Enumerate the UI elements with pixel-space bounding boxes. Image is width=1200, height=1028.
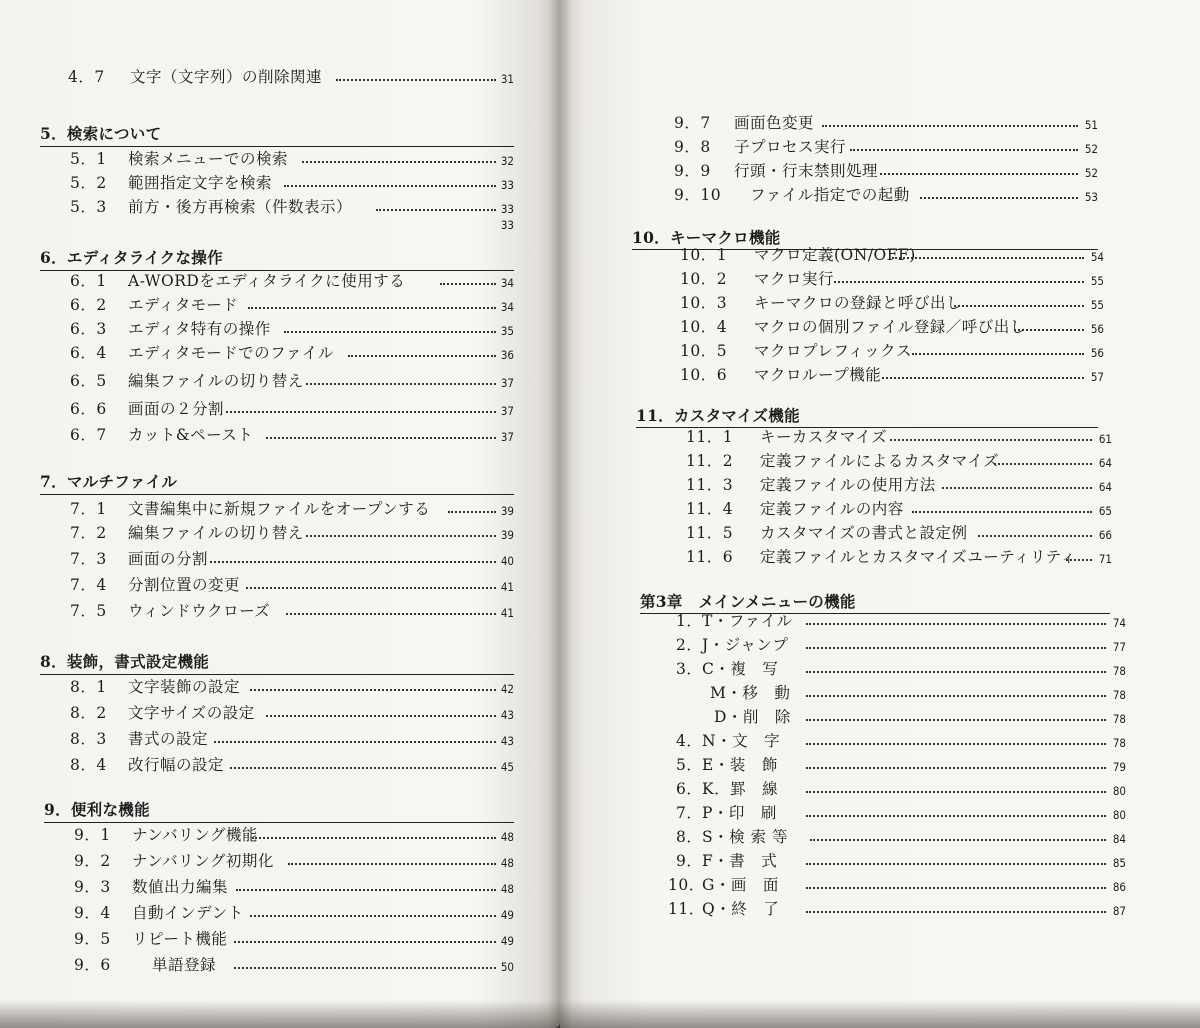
page-number: 55 [1090, 274, 1104, 288]
entry-title: Q・終 了 [702, 900, 780, 918]
leader-dots [822, 125, 1078, 127]
page-number: 34 [500, 276, 514, 290]
leader-dots [806, 863, 1106, 865]
page-number: 48 [500, 856, 514, 870]
page-number: 65 [1098, 504, 1112, 518]
toc-entry [676, 634, 1128, 656]
entry-number: 4．7 [68, 68, 105, 86]
entry-number: 2． [676, 636, 703, 654]
toc-entry [680, 244, 1106, 266]
entry-number: 11．6 [686, 548, 734, 566]
page-number: 33 [500, 218, 514, 232]
toc-entry [70, 398, 516, 420]
toc-entry [674, 160, 1100, 182]
entry-number: 10．3 [680, 294, 728, 312]
entry-number: 11．3 [686, 476, 734, 494]
leader-dots [882, 377, 1084, 379]
entry-number: 9．2 [74, 852, 111, 870]
toc-entry [686, 498, 1114, 520]
toc-entry [676, 826, 1128, 848]
leader-dots [806, 743, 1106, 745]
page-number: 48 [500, 882, 514, 896]
section-heading: 9．便利な機能 [44, 800, 150, 819]
entry-number: 4． [676, 732, 703, 750]
page-bottom-shadow [0, 1000, 1200, 1028]
entry-title: S・検 索 等 [702, 828, 788, 846]
entry-number: 3． [676, 660, 703, 678]
page-number: 39 [500, 504, 514, 518]
toc-entry [686, 426, 1114, 448]
entry-number: 9．6 [74, 956, 111, 974]
page-number: 51 [1084, 118, 1098, 132]
leader-dots [806, 719, 1106, 721]
leader-dots [266, 715, 496, 717]
entry-number: 10．2 [680, 270, 728, 288]
entry-number: 6．3 [70, 320, 107, 338]
toc-entry [674, 184, 1100, 206]
leader-dots [226, 411, 496, 413]
page-number: 42 [500, 682, 514, 696]
toc-entry-continuation [70, 212, 516, 234]
toc-entry [676, 658, 1128, 680]
leader-dots [306, 535, 496, 537]
entry-title: 定義ファイルとカスタマイズユーティリティ [760, 548, 1077, 566]
page-number: 78 [1112, 664, 1126, 678]
entry-number: 10．1 [680, 246, 728, 264]
page-number: 37 [500, 404, 514, 418]
page-number: 50 [500, 960, 514, 974]
entry-title: 文字装飾の設定 [128, 678, 241, 696]
entry-number: 8．4 [70, 756, 107, 774]
entry-title: 編集ファイルの切り替え [128, 524, 304, 542]
section-heading: 10．キーマクロ機能 [632, 228, 781, 247]
leader-dots [810, 839, 1106, 841]
entry-number: 9．8 [674, 138, 711, 156]
leader-dots [880, 173, 1078, 175]
section-rule [40, 674, 514, 675]
leader-dots [230, 767, 496, 769]
page-number: 32 [500, 154, 514, 168]
leader-dots [892, 257, 1084, 259]
leader-dots [954, 305, 1084, 307]
leader-dots [920, 197, 1078, 199]
leader-dots [890, 439, 1092, 441]
page-number: 61 [1098, 432, 1112, 446]
leader-dots [912, 511, 1092, 513]
leader-dots [336, 79, 496, 81]
leader-dots [302, 161, 496, 163]
page-number: 41 [500, 580, 514, 594]
leader-dots [246, 587, 496, 589]
entry-number: 5． [676, 756, 703, 774]
entry-title: 行頭・行末禁則処理 [734, 162, 879, 180]
toc-entry [70, 728, 516, 750]
entry-title: C・複 写 [702, 660, 779, 678]
toc-entry [74, 928, 516, 950]
toc-entry [676, 610, 1128, 632]
entry-number: 7．5 [70, 602, 107, 620]
toc-entry [676, 706, 1128, 728]
toc-entry [70, 600, 516, 622]
leader-dots [248, 307, 496, 309]
section-heading: 5．検索について [40, 124, 162, 143]
leader-dots [942, 487, 1092, 489]
section-rule [44, 822, 514, 823]
toc-entry [74, 876, 516, 898]
leader-dots [266, 437, 496, 439]
leader-dots [806, 887, 1106, 889]
leader-dots [440, 283, 496, 285]
entry-title: T・ファイル [702, 612, 793, 630]
toc-entry [676, 730, 1128, 752]
page-number: 64 [1098, 456, 1112, 470]
page-number: 80 [1112, 808, 1126, 822]
page-number: 41 [500, 606, 514, 620]
toc-entry [680, 316, 1106, 338]
entry-title: D・削 除 [714, 708, 791, 726]
entry-title: 文字サイズの設定 [128, 704, 255, 722]
page-number: 56 [1090, 346, 1104, 360]
leader-dots [912, 353, 1084, 355]
leader-dots [236, 889, 496, 891]
leader-dots [850, 149, 1078, 151]
toc-entry [680, 268, 1106, 290]
entry-number: 11． [668, 900, 705, 918]
page-number: 71 [1098, 552, 1112, 566]
toc-entry [70, 548, 516, 570]
toc-entry [676, 754, 1128, 776]
page-number: 77 [1112, 640, 1126, 654]
leader-dots [1014, 329, 1084, 331]
entry-number: 11．1 [686, 428, 734, 446]
page-number: 52 [1084, 142, 1098, 156]
leader-dots [234, 941, 496, 943]
page-number: 33 [500, 178, 514, 192]
entry-number: 1． [676, 612, 703, 630]
entry-number: 9．10 [674, 186, 722, 204]
entry-title: 書式の設定 [128, 730, 209, 748]
page-number: 57 [1090, 370, 1104, 384]
leader-dots [806, 623, 1106, 625]
toc-entry [70, 172, 516, 194]
leader-dots [806, 647, 1106, 649]
entry-number: 9．1 [74, 826, 111, 844]
entry-title: E・装 飾 [702, 756, 778, 774]
toc-entry [70, 574, 516, 596]
entry-title: ウィンドウクローズ [128, 602, 271, 620]
entry-number: 11．4 [686, 500, 734, 518]
entry-number: 9． [676, 852, 703, 870]
entry-number: 10．4 [680, 318, 728, 336]
entry-number: 11．5 [686, 524, 734, 542]
page-number: 45 [500, 760, 514, 774]
leader-dots [210, 561, 496, 563]
leader-dots [1066, 559, 1092, 561]
toc-entry [676, 850, 1128, 872]
toc-entry [70, 676, 516, 698]
entry-number: 6．5 [70, 372, 107, 390]
entry-title: エディタ特有の操作 [128, 320, 271, 338]
entry-number: 6．7 [70, 426, 107, 444]
entry-number: 6．6 [70, 400, 107, 418]
leader-dots [978, 535, 1092, 537]
entry-title: M・移 動 [710, 684, 791, 702]
section-heading: 11．カスタマイズ機能 [636, 406, 800, 425]
entry-title: F・書 式 [702, 852, 778, 870]
page-number: 54 [1090, 250, 1104, 264]
toc-entry [70, 318, 516, 340]
entry-title: 改行幅の設定 [128, 756, 225, 774]
page-number: 48 [500, 830, 514, 844]
entry-number: 9．5 [74, 930, 111, 948]
entry-title: マクロの個別ファイル登録／呼び出し [754, 318, 1026, 336]
toc-entry [74, 902, 516, 924]
leader-dots [376, 209, 496, 211]
entry-title: ファイル指定での起動 [750, 186, 910, 204]
toc-entry [686, 474, 1114, 496]
entry-title: A-WORDをエディタライクに使用する [128, 272, 406, 290]
page-number: 53 [1084, 190, 1098, 204]
section-rule [40, 146, 514, 147]
page-number: 34 [500, 300, 514, 314]
toc-entry [70, 754, 516, 776]
entry-number: 5．2 [70, 174, 107, 192]
page-number: 78 [1112, 736, 1126, 750]
toc-entry [686, 522, 1114, 544]
leader-dots [252, 837, 496, 839]
leader-dots [286, 613, 496, 615]
page-number: 40 [500, 554, 514, 568]
page-number: 49 [500, 934, 514, 948]
book-gutter [548, 0, 572, 1028]
entry-number: 10．5 [680, 342, 728, 360]
toc-entry [676, 802, 1128, 824]
entry-title: 画面の分割 [128, 550, 209, 568]
toc-entry [74, 954, 516, 976]
toc-entry [70, 424, 516, 446]
entry-title: 範囲指定文字を検索 [128, 174, 273, 192]
leader-dots [214, 741, 496, 743]
leader-dots [806, 911, 1106, 913]
toc-entry [674, 136, 1100, 158]
page-number: 79 [1112, 760, 1126, 774]
toc-entry [68, 66, 516, 88]
page-number: 85 [1112, 856, 1126, 870]
entry-number: 10．6 [680, 366, 728, 384]
leader-dots [288, 863, 496, 865]
toc-entry [70, 270, 516, 292]
entry-title: J・ジャンプ [702, 636, 789, 654]
toc-entry [680, 292, 1106, 314]
page-number: 74 [1112, 616, 1126, 630]
entry-title: マクロ実行 [754, 270, 835, 288]
leader-dots [806, 767, 1106, 769]
entry-title: マクロ定義(ON/OFF) [754, 246, 916, 264]
toc-entry [70, 498, 516, 520]
section-heading: 8．装飾，書式設定機能 [40, 652, 210, 671]
toc-entry [70, 148, 516, 170]
leader-dots [806, 695, 1106, 697]
toc-entry [70, 294, 516, 316]
leader-dots [306, 383, 496, 385]
entry-title: カット&ペースト [128, 426, 254, 444]
entry-title: エディタモードでのファイル [128, 344, 334, 362]
toc-entry [668, 898, 1128, 920]
page-number: 35 [500, 324, 514, 338]
toc-entry [676, 682, 1128, 704]
entry-number: 6．1 [70, 272, 107, 290]
page-number: 66 [1098, 528, 1112, 542]
leader-dots [806, 671, 1106, 673]
leader-dots [250, 915, 496, 917]
entry-title: 文字（文字列）の削除関連 [130, 68, 323, 86]
page-number: 87 [1112, 904, 1126, 918]
toc-entry [668, 874, 1128, 896]
entry-title: P・印 刷 [702, 804, 777, 822]
entry-title: N・文 字 [702, 732, 781, 750]
page-number: 37 [500, 376, 514, 390]
entry-number: 9．3 [74, 878, 111, 896]
page-number: 39 [500, 528, 514, 542]
section-heading: 7．マルチファイル [40, 472, 178, 491]
page-number: 49 [500, 908, 514, 922]
entry-title: キーマクロの登録と呼び出し [754, 294, 963, 312]
entry-number: 5．3 [70, 198, 107, 216]
entry-title: カスタマイズの書式と設定例 [760, 524, 968, 542]
page-number: 64 [1098, 480, 1112, 494]
entry-title: エディタモード [128, 296, 239, 314]
entry-title: リピート機能 [132, 930, 228, 948]
entry-number: 11．2 [686, 452, 734, 470]
toc-entry [680, 340, 1106, 362]
page-number: 56 [1090, 322, 1104, 336]
entry-number: 6． [676, 780, 703, 798]
leader-dots [284, 185, 496, 187]
toc-entry [686, 450, 1114, 472]
page-number: 78 [1112, 712, 1126, 726]
entry-title: 自動インデント [132, 904, 244, 922]
entry-title: 画面色変更 [734, 114, 815, 132]
page-number: 33 [500, 202, 514, 216]
page-number: 37 [500, 430, 514, 444]
toc-entry [676, 778, 1128, 800]
entry-title: 定義ファイルによるカスタマイズ [760, 452, 1000, 470]
section-heading: 6．エディタライクな操作 [40, 248, 223, 267]
section-rule [40, 494, 514, 495]
entry-title: 前方・後方再検索（件数表示） [128, 198, 353, 216]
entry-number: 10． [668, 876, 705, 894]
entry-title: キーカスタマイズ [760, 428, 888, 446]
leader-dots [994, 463, 1092, 465]
page-number: 31 [500, 72, 514, 86]
entry-title: 定義ファイルの内容 [760, 500, 904, 518]
entry-number: 8．1 [70, 678, 107, 696]
entry-number: 9．7 [674, 114, 711, 132]
leader-dots [806, 791, 1106, 793]
entry-title: ナンバリング初期化 [132, 852, 274, 870]
leader-dots [348, 355, 496, 357]
toc-entry [674, 112, 1100, 134]
entry-number: 7．4 [70, 576, 107, 594]
entry-title: K．罫 線 [702, 780, 779, 798]
chapter-heading: 第3章 メインメニューの機能 [640, 592, 856, 611]
page-number: 84 [1112, 832, 1126, 846]
entry-title: 編集ファイルの切り替え [128, 372, 304, 390]
entry-number: 7．1 [70, 500, 107, 518]
page-number: 36 [500, 348, 514, 362]
page-number: 86 [1112, 880, 1126, 894]
page-number: 78 [1112, 688, 1126, 702]
toc-entry [74, 850, 516, 872]
entry-title: 文書編集中に新規ファイルをオープンする [128, 500, 431, 518]
entry-title: マクロプレフィックス [754, 342, 912, 360]
entry-title: マクロループ機能 [754, 366, 882, 384]
page-number: 55 [1090, 298, 1104, 312]
entry-number: 5．1 [70, 150, 107, 168]
leader-dots [448, 511, 496, 513]
leader-dots [834, 281, 1084, 283]
entry-number: 8．3 [70, 730, 107, 748]
leader-dots [250, 689, 496, 691]
entry-number: 7． [676, 804, 703, 822]
entry-title: 子プロセス実行 [734, 138, 847, 156]
entry-number: 7．3 [70, 550, 107, 568]
entry-title: 数値出力編集 [132, 878, 229, 896]
toc-entry [70, 342, 516, 364]
leader-dots [284, 331, 496, 333]
entry-number: 7．2 [70, 524, 107, 542]
page-number: 52 [1084, 166, 1098, 180]
entry-number: 8． [676, 828, 703, 846]
entry-title: 分割位置の変更 [128, 576, 241, 594]
entry-title: 定義ファイルの使用方法 [760, 476, 936, 494]
toc-entry [74, 824, 516, 846]
leader-dots [806, 815, 1106, 817]
page-number: 80 [1112, 784, 1126, 798]
entry-title: 単語登録 [152, 956, 217, 974]
page-number: 43 [500, 708, 514, 722]
entry-number: 6．2 [70, 296, 107, 314]
entry-number: 6．4 [70, 344, 107, 362]
toc-entry [70, 522, 516, 544]
entry-title: 検索メニューでの検索 [128, 150, 289, 168]
entry-number: 9．4 [74, 904, 111, 922]
toc-entry [680, 364, 1106, 386]
toc-entry [70, 702, 516, 724]
toc-entry [686, 546, 1114, 568]
toc-entry [70, 370, 516, 392]
entry-title: G・画 面 [702, 876, 779, 894]
entry-number: 8．2 [70, 704, 107, 722]
entry-title: 画面の２分割 [128, 400, 225, 418]
leader-dots [234, 967, 496, 969]
page-number: 43 [500, 734, 514, 748]
entry-title: ナンバリング機能 [132, 826, 258, 844]
entry-number: 9．9 [674, 162, 711, 180]
